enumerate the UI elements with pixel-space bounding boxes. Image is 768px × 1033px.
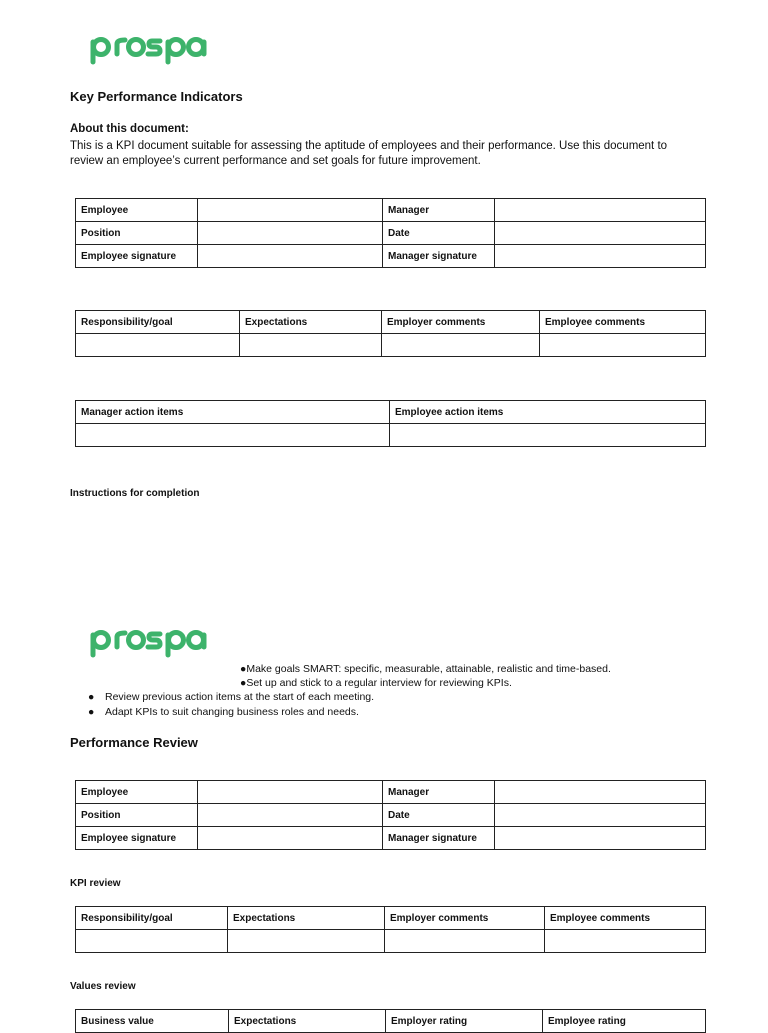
- instructions-heading: Instructions for completion: [70, 488, 200, 499]
- list-item: ●Make goals SMART: specific, measurable, attainable, realistic and time-based.: [240, 663, 611, 675]
- manager-signature-label: Manager signature: [383, 245, 495, 268]
- employee-signature-label: Employee signature: [76, 827, 198, 850]
- prospa-logo: [89, 625, 211, 659]
- table-row: [76, 199, 706, 222]
- table-row: [76, 827, 706, 850]
- page-title: Key Performance Indicators: [70, 89, 243, 104]
- header-employee-rating: Employee rating: [543, 1010, 706, 1033]
- employer-comments-cell[interactable]: [385, 930, 545, 953]
- table-row: [76, 424, 706, 447]
- table-row: [76, 245, 706, 268]
- manager-field[interactable]: [495, 781, 706, 804]
- employee-field[interactable]: [198, 199, 383, 222]
- date-field[interactable]: [495, 804, 706, 827]
- employee-comments-cell[interactable]: [540, 334, 706, 357]
- table-header-row: [76, 1010, 706, 1033]
- header-expectations: Expectations: [240, 311, 382, 334]
- performance-review-title: Performance Review: [70, 735, 198, 750]
- header-employer-comments: Employer comments: [385, 907, 545, 930]
- header-employee-action-items: Employee action items: [390, 401, 706, 424]
- header-expectations: Expectations: [228, 907, 385, 930]
- table-row: [76, 781, 706, 804]
- table-row: [76, 334, 706, 357]
- list-item: Adapt KPIs to suit changing business roles and needs.: [105, 706, 359, 718]
- kpi-review-table: [75, 906, 706, 953]
- position-label: Position: [76, 804, 198, 827]
- header-employee-comments: Employee comments: [540, 311, 706, 334]
- employee-action-cell[interactable]: [390, 424, 706, 447]
- about-text: [70, 139, 710, 169]
- manager-signature-field[interactable]: [495, 827, 706, 850]
- action-items-table: [75, 400, 706, 447]
- employee-label: Employee: [76, 199, 198, 222]
- employee-field[interactable]: [198, 781, 383, 804]
- employee-signature-field[interactable]: [198, 827, 383, 850]
- header-business-value: Business value: [76, 1010, 229, 1033]
- goals-table: [75, 310, 706, 357]
- position-label: Position: [76, 222, 198, 245]
- table-row: [76, 930, 706, 953]
- table-header-row: [76, 907, 706, 930]
- employee-comments-cell[interactable]: [545, 930, 706, 953]
- responsibility-cell[interactable]: [76, 930, 228, 953]
- employee-details-table: [75, 198, 706, 268]
- prospa-logo: [89, 32, 211, 66]
- employee-signature-label: Employee signature: [76, 245, 198, 268]
- manager-signature-field[interactable]: [495, 245, 706, 268]
- header-responsibility: Responsibility/goal: [76, 311, 240, 334]
- employee-label: Employee: [76, 781, 198, 804]
- bullet-mark: ●: [88, 706, 95, 718]
- about-heading: About this document:: [70, 123, 189, 135]
- table-row: [76, 222, 706, 245]
- list-item: ●Set up and stick to a regular interview for reviewing KPIs.: [240, 677, 512, 689]
- date-label: Date: [383, 804, 495, 827]
- employee-signature-field[interactable]: [198, 245, 383, 268]
- manager-label: Manager: [383, 199, 495, 222]
- table-header-row: [76, 311, 706, 334]
- position-field[interactable]: [198, 804, 383, 827]
- prospa-logo-mark: [89, 32, 211, 66]
- table-header-row: [76, 401, 706, 424]
- manager-field[interactable]: [495, 199, 706, 222]
- header-employer-rating: Employer rating: [386, 1010, 543, 1033]
- header-employee-comments: Employee comments: [545, 907, 706, 930]
- prospa-logo-mark: [89, 625, 211, 659]
- responsibility-cell[interactable]: [76, 334, 240, 357]
- header-responsibility: Responsibility/goal: [76, 907, 228, 930]
- values-review-table: [75, 1009, 706, 1033]
- list-item: Review previous action items at the start of each meeting.: [105, 691, 375, 703]
- table-row: [76, 804, 706, 827]
- kpi-review-heading: KPI review: [70, 878, 121, 889]
- bullet-mark: ●: [88, 691, 95, 703]
- values-review-heading: Values review: [70, 981, 136, 992]
- employer-comments-cell[interactable]: [382, 334, 540, 357]
- manager-signature-label: Manager signature: [383, 827, 495, 850]
- header-expectations: Expectations: [229, 1010, 386, 1033]
- expectations-cell[interactable]: [228, 930, 385, 953]
- manager-label: Manager: [383, 781, 495, 804]
- about-line-1: This is a KPI document suitable for assessing the aptitude of employees and their performance. Use this document to: [70, 140, 668, 152]
- header-employer-comments: Employer comments: [382, 311, 540, 334]
- review-details-table: [75, 780, 706, 850]
- expectations-cell[interactable]: [240, 334, 382, 357]
- header-manager-action-items: Manager action items: [76, 401, 390, 424]
- about-line-2: review an employee’s current performance and set goals for future improvement.: [70, 155, 481, 167]
- date-label: Date: [383, 222, 495, 245]
- date-field[interactable]: [495, 222, 706, 245]
- manager-action-cell[interactable]: [76, 424, 390, 447]
- position-field[interactable]: [198, 222, 383, 245]
